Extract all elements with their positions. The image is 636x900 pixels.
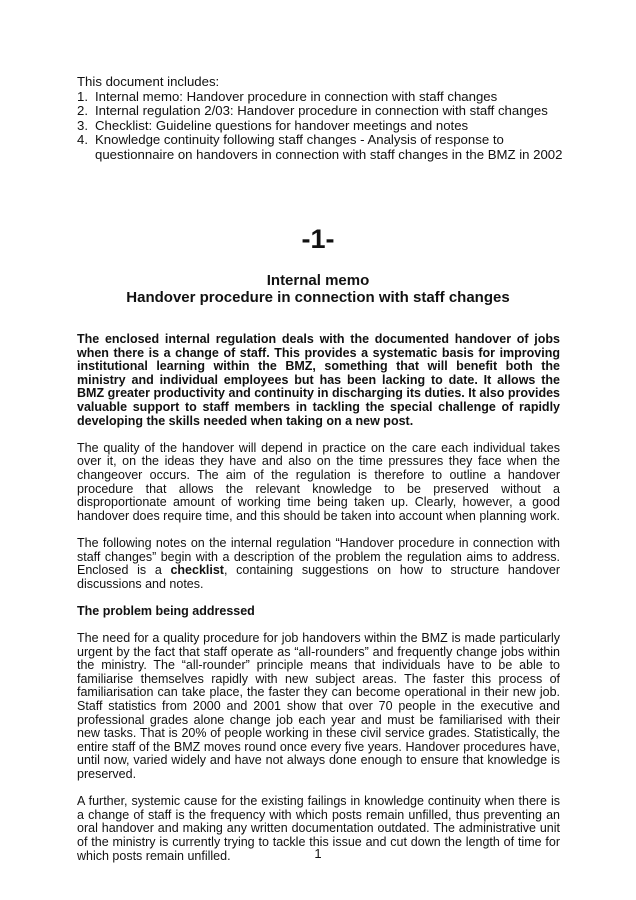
contents-list bbox=[77, 75, 577, 163]
item-text: Checklist: Guideline questions for handover meetings and notes bbox=[95, 117, 469, 133]
page-number: 1 bbox=[314, 846, 322, 861]
section-number: -1- bbox=[301, 224, 335, 254]
item-text: Internal memo: Handover procedure in connection with staff changes bbox=[95, 88, 498, 104]
contents-item bbox=[77, 104, 577, 119]
item-number: 2. bbox=[77, 103, 88, 119]
lead-paragraph: The enclosed internal regulation deals with the documented handover of jobs when there is a change of staff. This provides a systematic basis for improving institutional learning within the BMZ, something that will benefit both the ministry and individual employees but has been lacking to date. It allows the BMZ greater productivity and continuity in discharging its duties. It also provides valuable support to staff members in tackling the special challenge of rapidly developing the skills needed when taking on a new post. bbox=[77, 332, 560, 428]
item-number: 3. bbox=[77, 117, 88, 133]
memo-title-line2: Handover procedure in connection with staff changes bbox=[126, 289, 510, 306]
contents-item bbox=[77, 90, 577, 105]
paragraph-text: , containing suggestions on how to structure handover discussions and notes. bbox=[77, 563, 560, 591]
contents-heading: This document includes: bbox=[77, 74, 220, 89]
memo-title bbox=[0, 272, 636, 306]
paragraph: The need for a quality procedure for job handovers within the BMZ is made particularly urgent by the fact that staff operate as “all-rounders” and frequently change jobs within the ministry. The “all-rounder” principle means that individuals have to be able to familiarise themselves rapidly with new subject areas. The faster this process of familiarisation can take place, the faster they can become operational in their new job. Staff statistics from 2000 and 2001 show that over 70 people in the executive and professional grades alone change job each year and must be familiarised with their new tasks. That is 20% of people working in these civil service grades. Statistically, the entire staff of the BMZ moves round once every five years. Handover procedures have, until now, varied widely and have not always done enough to ensure that knowledge is preserved. bbox=[77, 631, 560, 781]
contents-item bbox=[77, 119, 577, 134]
paragraph: The quality of the handover will depend in practice on the care each individual takes over it, on the ideas they have and also on the time pressures they face when the changeover occurs. The aim of the regulation is therefore to outline a handover procedure that allows the relevant knowledge to be preserved without a disproportionate amount of working time being taken up. Clearly, however, a good handover does require time, and this should be taken into account when planning work. bbox=[77, 440, 560, 523]
paragraph: A further, systemic cause for the existing failings in knowledge continuity when there is a change of staff is the frequency with which posts remain unfilled, thus preventing an oral handover and making any written documentation outdated. The administrative unit of the ministry is currently trying to tackle this issue and cut down the length of time for which posts remain unfilled. bbox=[77, 794, 560, 863]
paragraph-text: The following notes on the internal regulation “Handover procedure in connection with staff changes” begin with a description of the problem the regulation aims to address. Enclosed is a bbox=[77, 535, 560, 578]
item-number: 1. bbox=[77, 88, 88, 104]
checklist-emphasis: checklist bbox=[170, 563, 224, 578]
item-text: Knowledge continuity following staff changes - Analysis of response to questionnaire on handovers in connection with staff changes in the BMZ in 2002 bbox=[95, 132, 563, 162]
contents-items bbox=[77, 90, 577, 163]
paragraph bbox=[77, 537, 560, 591]
memo-title-line1: Internal memo bbox=[266, 272, 370, 289]
contents-item bbox=[77, 133, 577, 162]
item-text: Internal regulation 2/03: Handover procedure in connection with staff changes bbox=[95, 103, 548, 119]
memo-body bbox=[77, 333, 560, 877]
subheading: The problem being addressed bbox=[77, 603, 255, 618]
item-number: 4. bbox=[77, 132, 88, 148]
